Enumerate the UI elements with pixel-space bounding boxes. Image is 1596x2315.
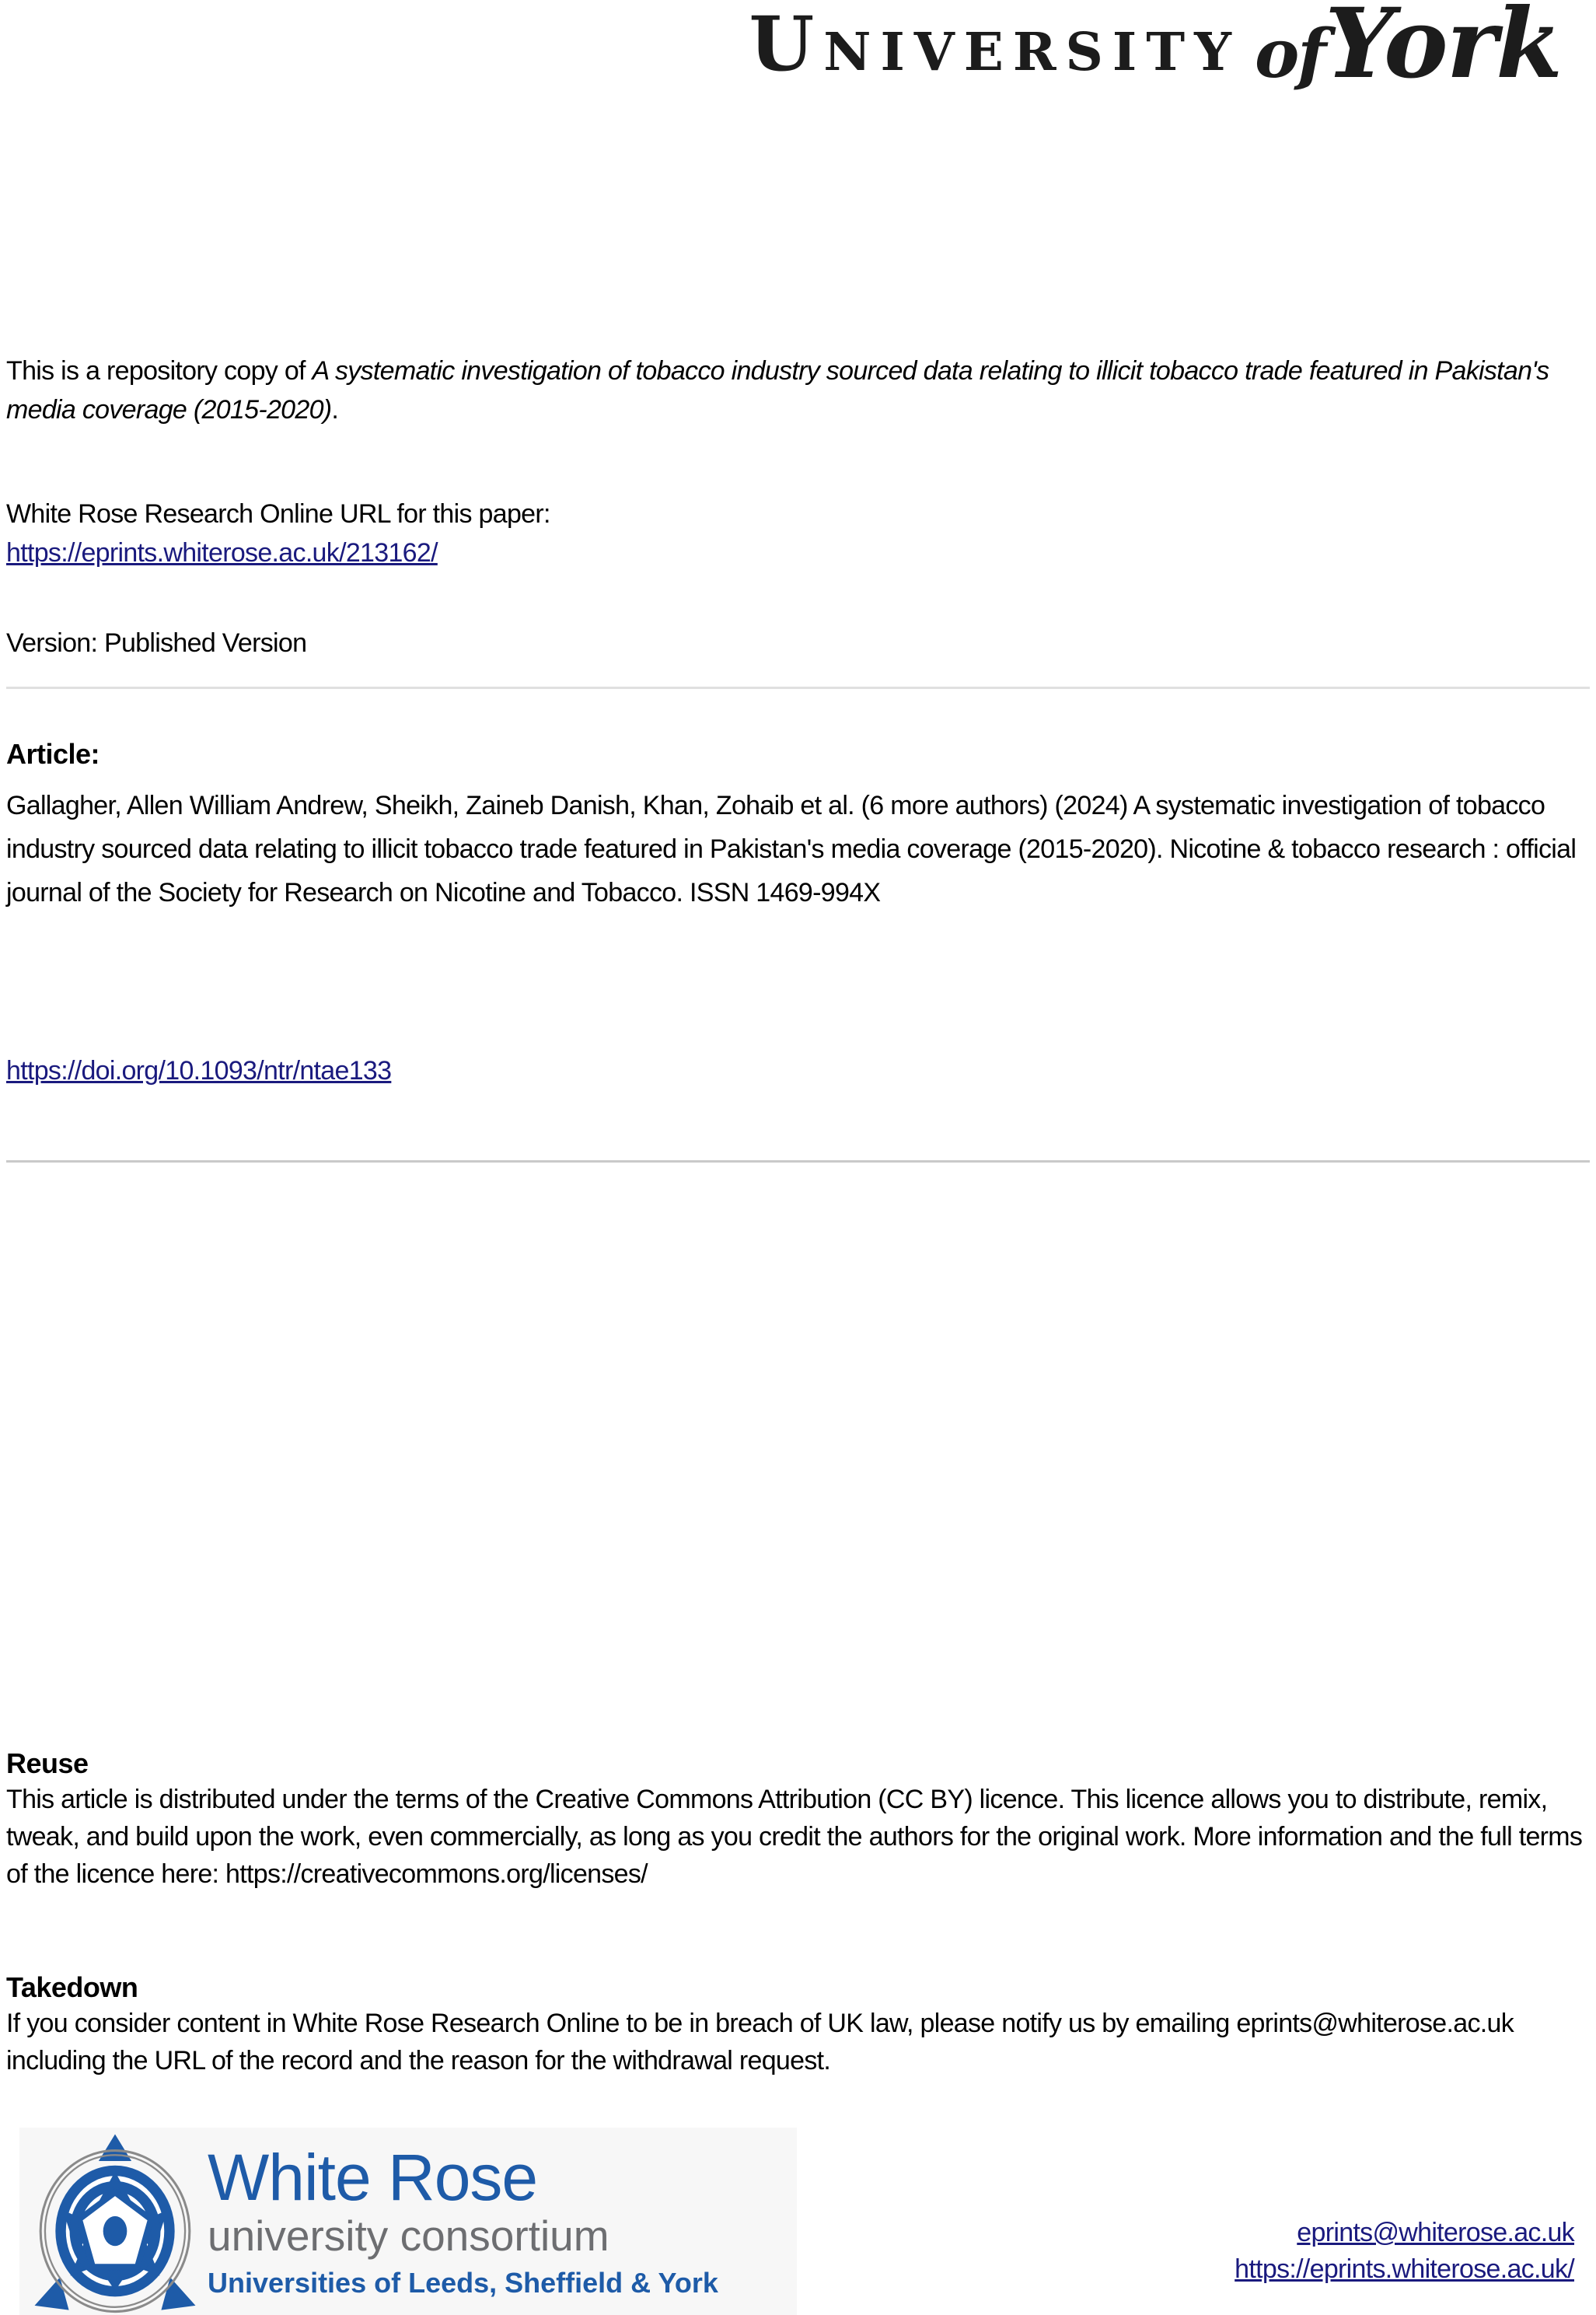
footer-site-link[interactable]: https://eprints.whiterose.ac.uk/ xyxy=(1235,2254,1574,2284)
university-of-york-logo xyxy=(749,0,1561,100)
divider-top xyxy=(6,687,1590,689)
article-heading: Article: xyxy=(6,738,100,770)
york-logo-university-text: University xyxy=(749,0,1241,88)
takedown-body: If you consider content in White Rose Research Online to be in breach of UK law, please notify us by emailing eprints@whiterose.ac.uk including the URL of the record and the reason for the withdrawal request. xyxy=(6,2009,1514,2075)
article-citation: Gallagher, Allen William Andrew, Sheikh, Zaineb Danish, Khan, Zohaib et al. (6 more authors) (2024) A systematic investigation of tobacco industry sourced data relating to illicit tobacco trade featured in Pakistan's media coverage (2015-2020). Nicotine & tobacco research : official journal of the Society for Research on Nicotine and Tobacco. ISSN 1469-994X xyxy=(6,791,1577,907)
footer-email-link[interactable]: eprints@whiterose.ac.uk xyxy=(1297,2218,1574,2247)
wrro-url-label: White Rose Research Online URL for this paper: xyxy=(6,499,550,529)
york-logo-of-york-text: ofYork xyxy=(1254,0,1561,100)
paper-title-italic: A systematic investigation of tobacco industry sourced data relating to illicit tobacco trade featured in Pakistan's media coverage (2015-2020) xyxy=(6,356,1549,425)
white-rose-consortium-logo xyxy=(19,2128,797,2315)
white-rose-logo-title: White Rose xyxy=(208,2141,538,2214)
wrro-url-link[interactable]: https://eprints.whiterose.ac.uk/213162/ xyxy=(6,538,438,568)
doi-link[interactable]: https://doi.org/10.1093/ntr/ntae133 xyxy=(6,1056,392,1086)
version-line: Version: Published Version xyxy=(6,628,307,658)
white-rose-logo-subtitle: university consortium xyxy=(208,2212,609,2260)
repository-copy-suffix: . xyxy=(331,395,339,425)
takedown-heading: Takedown xyxy=(6,1971,138,2003)
reuse-heading: Reuse xyxy=(6,1747,89,1779)
white-rose-logo-tagline: Universities of Leeds, Sheffield & York xyxy=(208,2267,718,2299)
footer-links xyxy=(1235,2215,1574,2288)
repository-copy-prefix: This is a repository copy of xyxy=(6,356,313,386)
doi-block xyxy=(6,1051,391,1090)
divider-middle xyxy=(6,1160,1590,1163)
white-rose-logo-text xyxy=(208,2141,718,2299)
reuse-body: This article is distributed under the terms of the Creative Commons Attribution (CC BY) licence. This licence allows you to distribute, remix, tweak, and build upon the work, even commercially, as long as you credit the authors for the original work. More information and the full terms of the licence here: https://creativecommons.org/licenses/ xyxy=(6,1785,1583,1889)
white-rose-emblem-icon xyxy=(26,2132,204,2315)
repository-copy-paragraph xyxy=(6,351,1565,429)
wrro-url-block xyxy=(6,495,1565,572)
